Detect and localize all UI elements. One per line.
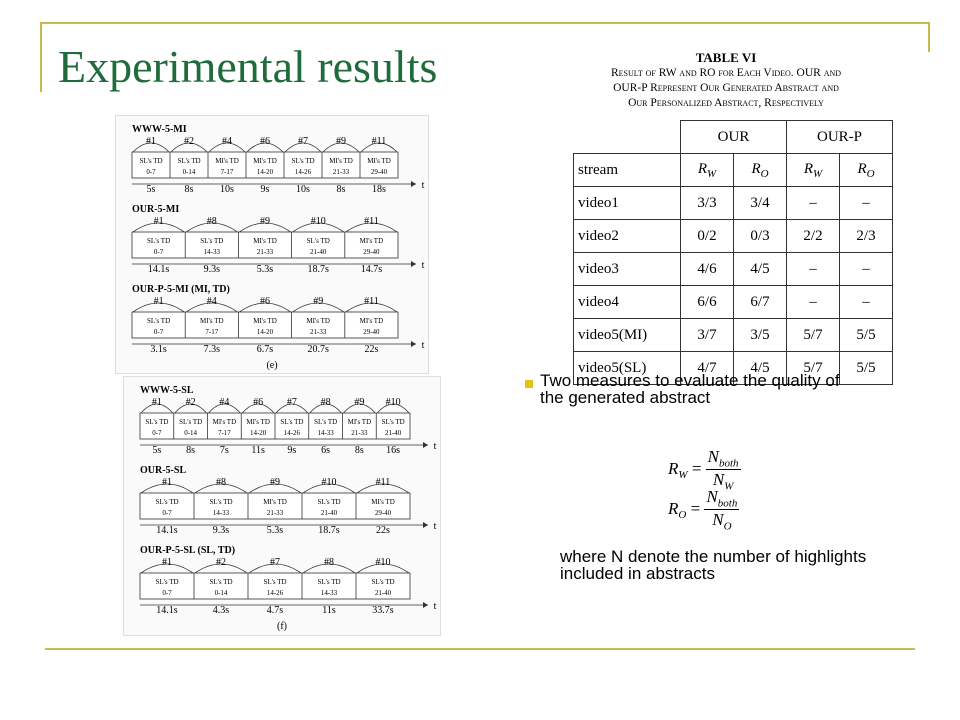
col-rw-p: $R_W$ xyxy=(787,154,840,187)
segment-mark: #6 xyxy=(260,296,270,307)
segment-mark: #7 xyxy=(270,557,280,568)
segment-range: 21-40 xyxy=(320,509,338,517)
ro-fraction xyxy=(704,487,739,533)
cell-ro: 3/5 xyxy=(734,319,787,352)
segment-duration: 5.3s xyxy=(266,525,284,536)
ro-eq: = xyxy=(690,498,701,518)
segment-label: SL's TD xyxy=(280,418,304,426)
segment-label: MI's TD xyxy=(347,418,372,426)
segment-mark: #4 xyxy=(206,296,217,307)
segment-label: MI's TD xyxy=(306,317,330,325)
segment-duration: 14.7s xyxy=(360,264,383,275)
top-rule xyxy=(40,22,930,24)
segment-mark: #11 xyxy=(364,296,379,307)
segment-duration: 5.3s xyxy=(256,264,274,275)
segment-mark: #1 xyxy=(153,296,164,307)
segment-duration: 16s xyxy=(386,445,401,456)
segment-mark: #11 xyxy=(371,136,387,147)
segment-range: 14-20 xyxy=(256,168,274,176)
row-title: WWW-5-MI xyxy=(132,124,187,135)
figure-caption: (f) xyxy=(277,621,287,632)
segment-mark: #10 xyxy=(310,216,326,227)
segment-range: 14-33 xyxy=(212,509,230,517)
caption-line-2: OUR-P Represent Our Generated Abstract and xyxy=(613,82,839,94)
segment-label: SL's TD xyxy=(291,157,315,165)
cell-ro: 4/5 xyxy=(734,352,787,385)
segment-range: 0-7 xyxy=(146,168,156,176)
cell-prw: – xyxy=(787,253,840,286)
segment-duration: 4.7s xyxy=(266,605,284,616)
group-our: OUR xyxy=(681,121,787,154)
segment-mark: #8 xyxy=(206,216,217,227)
segment-label: MI's TD xyxy=(359,317,384,325)
segment-label: MI's TD xyxy=(263,498,287,506)
segment-mark: #6 xyxy=(260,136,270,147)
segment-range: 29-40 xyxy=(374,509,392,517)
cell-rw: 4/7 xyxy=(681,352,734,385)
segment-range: 21-33 xyxy=(266,509,284,517)
segment-range: 14-33 xyxy=(317,429,334,437)
segment-mark: #9 xyxy=(260,216,270,227)
segment-range: 0-7 xyxy=(153,248,164,256)
time-arrow xyxy=(423,522,428,528)
segment-duration: 14.1s xyxy=(147,264,170,275)
cell-stream: video5(SL) xyxy=(574,352,681,385)
segment-duration: 10s xyxy=(296,184,310,195)
segment-duration: 3.1s xyxy=(150,344,167,355)
segment-duration: 14.1s xyxy=(156,525,178,536)
cell-pro: – xyxy=(840,253,893,286)
segment-duration: 4.3s xyxy=(212,605,230,616)
segment-label: SL's TD xyxy=(147,317,171,325)
time-arrow xyxy=(423,442,428,448)
cell-rw: 6/6 xyxy=(681,286,734,319)
segment-range: 14-33 xyxy=(320,589,338,597)
time-arrow xyxy=(423,602,428,608)
row-title: OUR-5-MI xyxy=(132,204,180,215)
col-stream: stream xyxy=(574,154,681,187)
segment-mark: #10 xyxy=(385,397,401,408)
formula-ro xyxy=(668,487,739,533)
segment-duration: 9.3s xyxy=(212,525,230,536)
left-rule xyxy=(40,22,42,92)
cell-pro: 5/5 xyxy=(840,352,893,385)
results-table xyxy=(573,120,893,385)
ro-num-sub: both xyxy=(717,497,738,510)
segment-duration: 11s xyxy=(322,605,336,616)
time-label: t xyxy=(433,441,437,452)
caption-line-1: Result of RW and RO for Each Video. OUR and xyxy=(610,67,842,79)
table-row xyxy=(574,187,893,220)
segment-label: MI's TD xyxy=(246,418,270,426)
segment-label: MI's TD xyxy=(367,157,391,165)
segment-duration: 22s xyxy=(376,525,390,536)
segment-duration: 8s xyxy=(354,445,364,456)
ro-num: N xyxy=(706,487,718,506)
segment-duration: 5s xyxy=(146,184,156,195)
segment-label: MI's TD xyxy=(200,317,224,325)
segment-label: MI's TD xyxy=(253,317,277,325)
segment-duration: 18.7s xyxy=(307,264,329,275)
time-label: t xyxy=(433,521,437,532)
cell-prw: – xyxy=(787,187,840,220)
segment-range: 29-40 xyxy=(370,168,388,176)
segment-label: MI's TD xyxy=(371,498,395,506)
segment-range: 0-7 xyxy=(153,328,164,336)
segment-mark: #1 xyxy=(162,557,172,568)
segment-mark: #7 xyxy=(286,397,297,408)
segment-mark: #9 xyxy=(313,296,324,307)
cell-ro: 6/7 xyxy=(734,286,787,319)
segment-duration: 6s xyxy=(321,445,331,456)
cell-stream: video4 xyxy=(574,286,681,319)
segment-mark: #1 xyxy=(146,136,156,147)
segment-duration: 9s xyxy=(260,184,270,195)
segment-range: 21-40 xyxy=(310,248,327,256)
segment-duration: 14.1s xyxy=(156,605,178,616)
segment-label: SL's TD xyxy=(209,578,233,586)
segment-mark: #1 xyxy=(153,216,164,227)
segment-label: MI's TD xyxy=(253,237,277,245)
segment-label: MI's TD xyxy=(359,237,384,245)
cell-rw: 0/2 xyxy=(681,220,734,253)
cell-rw: 3/7 xyxy=(681,319,734,352)
rw-fraction xyxy=(706,447,741,493)
table-row xyxy=(574,319,893,352)
bullet-text: Two measures to evaluate the quality of the generated abstract xyxy=(540,371,840,407)
segment-label: SL's TD xyxy=(145,418,169,426)
segment-duration: 18s xyxy=(372,184,386,195)
segment-mark: #2 xyxy=(185,397,196,408)
segment-range: 14-20 xyxy=(249,429,267,437)
segment-mark: #8 xyxy=(324,557,334,568)
ro-lhs-sub: O xyxy=(678,509,687,522)
cell-pro: 2/3 xyxy=(840,220,893,253)
row-title: OUR-5-SL xyxy=(140,465,187,476)
segment-mark: #11 xyxy=(375,477,391,488)
ro-lhs: R xyxy=(668,498,679,518)
time-arrow xyxy=(411,261,416,267)
segment-range: 21-33 xyxy=(332,168,350,176)
segment-mark: #9 xyxy=(336,136,346,147)
segment-mark: #7 xyxy=(298,136,308,147)
segment-range: 14-33 xyxy=(203,248,220,256)
caption-line-3: Our Personalized Abstract, Respectively xyxy=(628,97,824,109)
segment-mark: #11 xyxy=(364,216,379,227)
segment-mark: #1 xyxy=(151,397,162,408)
rw-lhs: R xyxy=(668,458,679,478)
rw-num: N xyxy=(707,447,719,466)
table-caption xyxy=(550,50,902,111)
table-row xyxy=(574,220,893,253)
segment-range: 14-26 xyxy=(294,168,312,176)
segment-duration: 9.3s xyxy=(203,264,221,275)
time-arrow xyxy=(411,181,416,187)
segment-label: SL's TD xyxy=(155,578,179,586)
cell-stream: video1 xyxy=(574,187,681,220)
segment-mark: #10 xyxy=(375,557,391,568)
rw-lhs-sub: W xyxy=(678,469,688,482)
col-ro: $R_O$ xyxy=(734,154,787,187)
figure-e xyxy=(115,115,429,374)
segment-label: SL's TD xyxy=(179,418,203,426)
segment-label: SL's TD xyxy=(209,498,233,506)
segment-duration: 8s xyxy=(184,184,194,195)
row-title: OUR-P-5-SL (SL, TD) xyxy=(140,545,236,556)
segment-label: SL's TD xyxy=(306,237,330,245)
segment-label: SL's TD xyxy=(155,498,179,506)
ro-den: N xyxy=(712,510,724,530)
empty-corner xyxy=(574,121,681,154)
figure-caption: (e) xyxy=(266,360,278,371)
segment-range: 0-7 xyxy=(162,509,172,517)
cell-stream: video2 xyxy=(574,220,681,253)
segment-range: 7-17 xyxy=(220,168,234,176)
right-rule xyxy=(928,22,930,52)
rw-den-sub: W xyxy=(724,480,734,493)
cell-stream: video5(MI) xyxy=(574,319,681,352)
segment-label: MI's TD xyxy=(253,157,277,165)
col-rw: $R_W$ xyxy=(681,154,734,187)
segment-duration: 8s xyxy=(186,445,196,456)
segment-range: 29-40 xyxy=(363,248,380,256)
cell-pro: – xyxy=(840,187,893,220)
segment-label: SL's TD xyxy=(147,237,171,245)
segment-range: 21-33 xyxy=(256,248,274,256)
cell-ro: 4/5 xyxy=(734,253,787,286)
segment-mark: #9 xyxy=(354,397,365,408)
group-our-p: OUR-P xyxy=(787,121,893,154)
time-arrow xyxy=(411,341,416,347)
bullet-marker xyxy=(525,380,533,388)
segment-mark: #8 xyxy=(216,477,226,488)
segment-range: 21-40 xyxy=(384,429,402,437)
segment-label: MI's TD xyxy=(329,157,353,165)
segment-range: 14-20 xyxy=(256,328,274,336)
cell-pro: – xyxy=(840,286,893,319)
cell-stream: video3 xyxy=(574,253,681,286)
segment-range: 21-40 xyxy=(374,589,392,597)
slide-title: Experimental results xyxy=(58,41,438,92)
segment-range: 7-17 xyxy=(217,429,231,437)
cell-ro: 3/4 xyxy=(734,187,787,220)
time-label: t xyxy=(421,260,425,271)
segment-duration: 5s xyxy=(152,445,162,456)
segment-range: 0-7 xyxy=(152,429,162,437)
cell-pro: 5/5 xyxy=(840,319,893,352)
segment-label: SL's TD xyxy=(371,578,395,586)
segment-range: 29-40 xyxy=(363,328,380,336)
segment-mark: #2 xyxy=(184,136,194,147)
segment-label: SL's TD xyxy=(139,157,163,165)
cell-prw: 5/7 xyxy=(787,319,840,352)
segment-label: MI's TD xyxy=(212,418,237,426)
rw-den: N xyxy=(712,470,725,490)
segment-mark: #2 xyxy=(216,557,226,568)
table-column-header xyxy=(574,154,893,187)
segment-label: SL's TD xyxy=(317,498,341,506)
segment-range: 0-14 xyxy=(182,168,196,176)
segment-duration: 33.7s xyxy=(372,605,394,616)
segment-range: 0-14 xyxy=(184,429,198,437)
time-label: t xyxy=(421,180,425,191)
cell-rw: 4/6 xyxy=(681,253,734,286)
ro-den-sub: O xyxy=(723,520,732,533)
segment-range: 0-7 xyxy=(162,589,172,597)
figure-f xyxy=(123,376,441,636)
table-group-header xyxy=(574,121,893,154)
row-title: WWW-5-SL xyxy=(140,385,194,396)
table-row xyxy=(574,286,893,319)
segment-mark: #9 xyxy=(270,477,280,488)
rw-num-sub: both xyxy=(719,457,739,470)
segment-range: 14-26 xyxy=(266,589,284,597)
segment-mark: #8 xyxy=(320,397,331,408)
segment-duration: 9s xyxy=(287,445,297,456)
segment-mark: #6 xyxy=(253,397,264,408)
segment-label: SL's TD xyxy=(317,578,341,586)
segment-range: 21-33 xyxy=(351,429,368,437)
table-row xyxy=(574,253,893,286)
segment-duration: 11s xyxy=(251,445,265,456)
segment-duration: 7s xyxy=(219,445,229,456)
segment-duration: 22s xyxy=(364,344,379,355)
segment-label: SL's TD xyxy=(177,157,201,165)
segment-label: SL's TD xyxy=(200,237,224,245)
time-label: t xyxy=(433,601,437,612)
where-note: where N denote the number of highlights included in abstracts xyxy=(560,547,867,583)
segment-mark: #1 xyxy=(162,477,172,488)
segment-mark: #4 xyxy=(219,397,230,408)
segment-duration: 8s xyxy=(336,184,346,195)
cell-prw: 2/2 xyxy=(787,220,840,253)
segment-label: SL's TD xyxy=(381,418,405,426)
formula-rw xyxy=(668,447,741,493)
segment-mark: #4 xyxy=(222,136,232,147)
cell-prw: 5/7 xyxy=(787,352,840,385)
segment-duration: 20.7s xyxy=(307,344,329,355)
segment-range: 7-17 xyxy=(205,328,219,336)
segment-duration: 7.3s xyxy=(203,344,221,355)
row-title: OUR-P-5-MI (MI, TD) xyxy=(132,284,230,295)
segment-range: 14-26 xyxy=(283,429,301,437)
segment-range: 21-33 xyxy=(310,328,327,336)
cell-ro: 0/3 xyxy=(734,220,787,253)
segment-range: 0-14 xyxy=(214,589,228,597)
cell-rw: 3/3 xyxy=(681,187,734,220)
segment-label: SL's TD xyxy=(314,418,338,426)
cell-prw: – xyxy=(787,286,840,319)
segment-duration: 6.7s xyxy=(256,344,274,355)
segment-label: SL's TD xyxy=(263,578,287,586)
segment-label: MI's TD xyxy=(215,157,239,165)
rw-eq: = xyxy=(691,458,702,478)
bottom-rule xyxy=(45,648,915,650)
segment-duration: 18.7s xyxy=(318,525,340,536)
segment-duration: 10s xyxy=(220,184,234,195)
table-label: TABLE VI xyxy=(695,50,757,65)
col-ro-p: $R_O$ xyxy=(840,154,893,187)
segment-mark: #10 xyxy=(321,477,337,488)
time-label: t xyxy=(421,340,425,351)
